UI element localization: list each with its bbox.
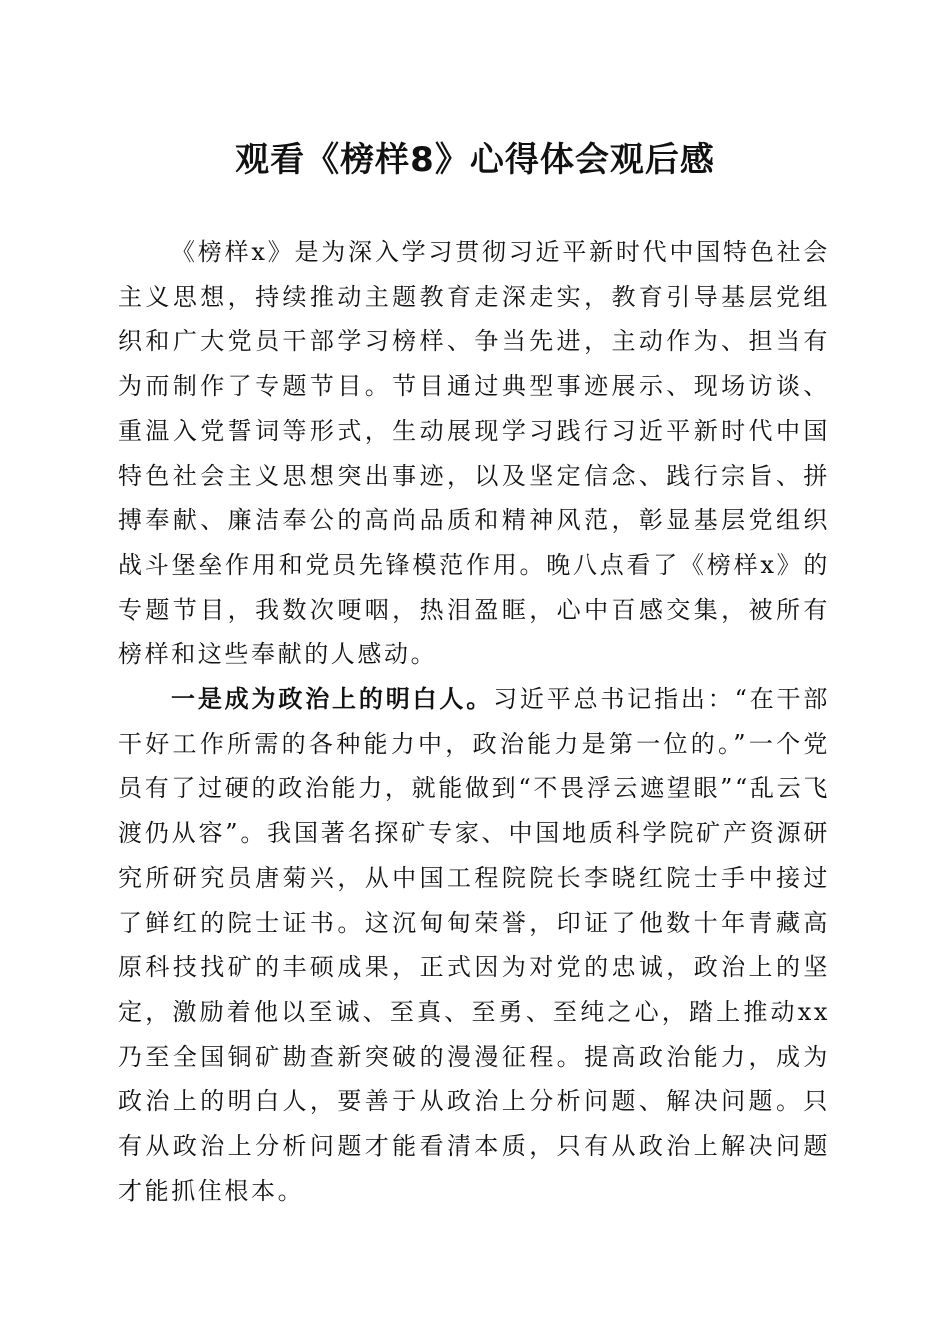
paragraph-intro	[118, 230, 830, 677]
document-body	[118, 230, 830, 1213]
paragraph-point-one	[118, 677, 830, 1213]
document-title: 观看《榜样8》心得体会观后感	[235, 140, 715, 180]
paragraph-point-one-heading: 一是成为政治上的明白人。	[171, 685, 494, 714]
paragraph-intro-text: 《榜样x》是为深入学习贯彻习近平新时代中国特色社会主义思想，持续推动主题教育走深走实，教育引导基层党组织和广大党员干部学习榜样、争当先进，主动作为、担当有为而制作了专题节目。节目通过典型事迹展示、现场访谈、重温入党誓词等形式，生动展现学习践行习近平新时代中国特色社会主义思想突出事迹，以及坚定信念、践行宗旨、拼搏奉献、廉洁奉公的高尚品质和精神风范，彰显基层党组织战斗堡垒作用和党员先锋模范作用。晚八点看了《榜样x》的专题节目，我数次哽咽，热泪盈眶，心中百感交集，被所有榜样和这些奉献的人感动。	[118, 238, 830, 669]
paragraph-point-one-text: 习近平总书记指出：“在干部干好工作所需的各种能力中，政治能力是第一位的。”一个党员有了过硬的政治能力，就能做到“不畏浮云遮望眼”“乱云飞渡仍从容”。我国著名探矿专家、中国地质科学院矿产资源研究所研究员唐菊兴，从中国工程院院长李晓红院士手中接过了鲜红的院士证书。这沉甸甸荣誉，印证了他数十年青藏高原科技找矿的丰硕成果，正式因为对党的忠诚，政治上的坚定，激励着他以至诚、至真、至勇、至纯之心，踏上推动xx乃至全国铜矿勘查新突破的漫漫征程。提高政治能力，成为政治上的明白人，要善于从政治上分析问题、解决问题。只有从政治上分析问题才能看清本质，只有从政治上解决问题才能抓住根本。	[118, 685, 830, 1205]
